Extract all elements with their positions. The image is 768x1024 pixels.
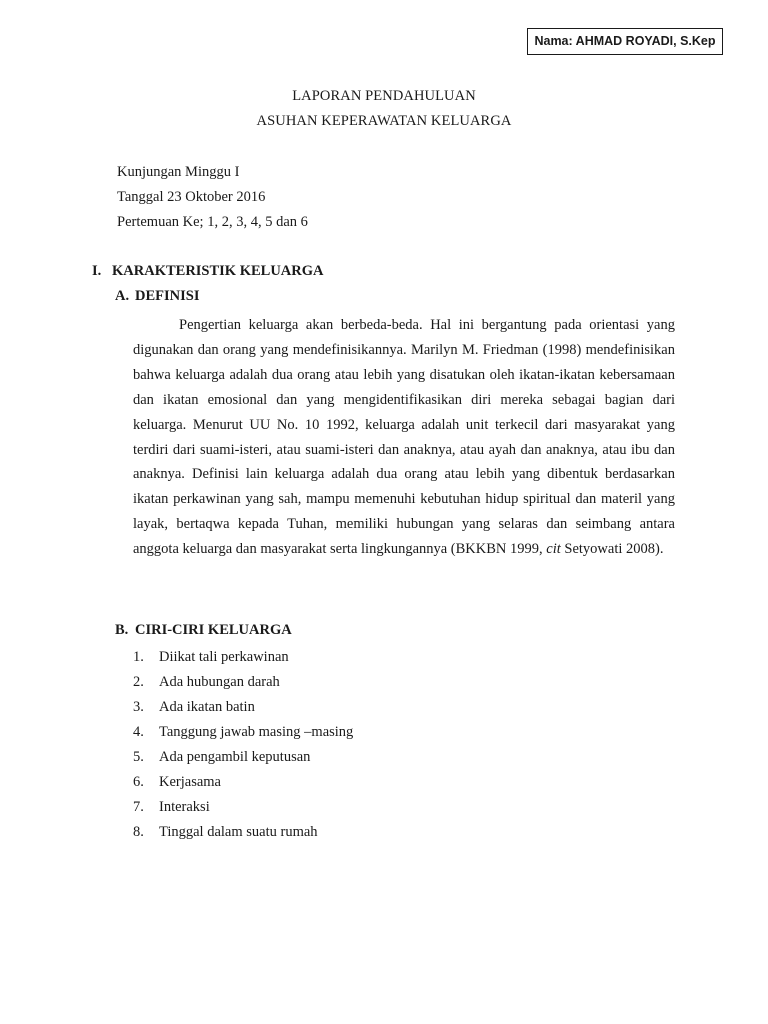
subsection-title: CIRI-CIRI KELUARGA [135,622,292,638]
list-item-number: 8. [133,824,144,840]
section-number: I. [92,263,102,279]
citation-cit: cit [546,541,561,558]
list-item [133,747,353,772]
list-item-text: Tinggal dalam suatu rumah [159,824,318,840]
list-item-number: 3. [133,699,144,715]
list-item-number: 2. [133,674,144,690]
list-item [133,722,353,747]
list-item-number: 7. [133,799,144,815]
list-item-number: 6. [133,774,144,790]
list-item-number: 5. [133,749,144,765]
meeting-info: Pertemuan Ke; 1, 2, 3, 4, 5 dan 6 [117,214,308,230]
date-info: Tanggal 23 Oktober 2016 [117,189,266,205]
list-item-text: Tanggung jawab masing –masing [159,724,354,740]
list-item-text: Ada pengambil keputusan [159,749,311,765]
document-title-line-1: LAPORAN PENDAHULUAN [292,88,476,104]
list-item [133,647,353,672]
section-title: KARAKTERISTIK KELUARGA [112,263,324,279]
list-item [133,822,353,847]
list-item-text: Diikat tali perkawinan [159,649,289,665]
author-name-box: Nama: AHMAD ROYADI, S.Kep [527,28,723,55]
document-title-line-2: ASUHAN KEPERAWATAN KELUARGA [256,113,512,129]
definition-paragraph [133,313,675,562]
family-characteristics-list [133,647,353,847]
list-item-text: Kerjasama [159,774,221,790]
list-item-number: 4. [133,724,144,740]
paragraph-text: Pengertian keluarga akan berbeda-beda. Hal ini bergantung pada orientasi yang digunakan dan orang yang mendefinisikannya. Marilyn M. Friedman (1998) mendefinisikan bahwa keluarga adalah dua orang atau lebih yang disatukan oleh ikatan-ikatan kebersamaan dan ikatan emosional dan yang mengidentifikasikan diri mereka sebagai bagian dari keluarga. Menurut UU No. 10 1992, keluarga adalah unit terkecil dari masyarakat yang terdiri dari suami-isteri, atau suami-isteri dan anaknya, atau ayah dan anaknya, atau ibu dan anaknya. Definisi lain keluarga adalah dua orang atau lebih yang dibentuk berdasarkan ikatan perkawinan yang sah, mampu memenuhi kebutuhan hidup spiritual dan materil yang layak, bertaqwa kepada Tuhan, memiliki hubungan yang selaras dan seimbang antara anggota keluarga dan masyarakat serta lingkungannya (BKKBN 1999, [133,317,675,558]
visit-info: Kunjungan Minggu I [117,164,240,180]
list-item-text: Ada ikatan batin [159,699,255,715]
list-item [133,797,353,822]
list-item [133,772,353,797]
list-item [133,672,353,697]
list-item-text: Interaksi [159,799,210,815]
subsection-heading-b [115,622,292,639]
subsection-title: DEFINISI [135,288,200,304]
subsection-letter: B. [115,622,129,638]
paragraph-text-end: Setyowati 2008). [560,541,664,558]
subsection-heading-a [115,288,199,305]
section-heading [92,263,324,280]
list-item [133,697,353,722]
subsection-letter: A. [115,288,130,304]
list-item-number: 1. [133,649,144,665]
list-item-text: Ada hubungan darah [159,674,280,690]
